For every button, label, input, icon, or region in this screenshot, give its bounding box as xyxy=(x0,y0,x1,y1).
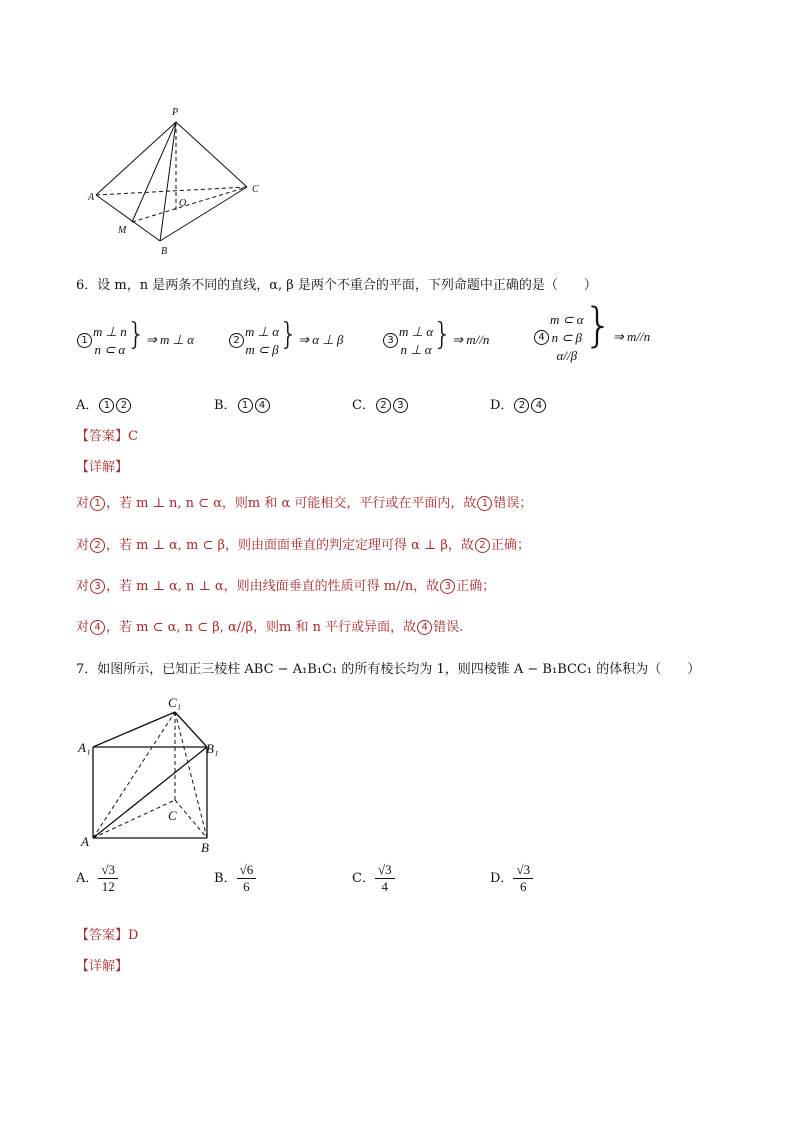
prop-conclusion: ⇒ α ⊥ β xyxy=(298,332,344,347)
fraction xyxy=(98,862,118,895)
prop-line: n ⊥ α xyxy=(400,341,432,357)
q7-stem: 7．如图所示，已知正三棱柱 ABC − A₁B₁C₁ 的所有棱长均为 1，则四棱锥 A − B₁BCC₁ 的体积为（ ） xyxy=(76,662,701,677)
answer-value: C xyxy=(128,429,138,444)
q6-option-b[interactable] xyxy=(214,394,271,413)
circled-number: 4 xyxy=(90,620,105,635)
prop-line: α//β xyxy=(556,347,578,363)
q6-answer xyxy=(76,425,138,444)
label-A1: A₁ xyxy=(78,740,91,755)
explanation-pre: 对 xyxy=(76,620,90,635)
label-A: A xyxy=(88,192,95,203)
circled-number: 2 xyxy=(475,538,490,553)
fraction xyxy=(237,862,257,895)
explanation-post: 错误. xyxy=(433,620,464,635)
prop-line: n ⊂ α xyxy=(94,341,126,357)
circled-number: 2 xyxy=(90,538,105,553)
explanation-pre: 对 xyxy=(76,538,90,553)
option-letter: C． xyxy=(352,398,375,413)
prism-figure xyxy=(75,690,225,860)
proposition-1 xyxy=(76,317,194,359)
right-brace: } xyxy=(126,317,146,352)
q6-detail-label: 【详解】 xyxy=(76,460,129,475)
q7-answer xyxy=(76,924,138,943)
explanation-post: 正确； xyxy=(456,579,496,594)
label-B1: B₁ xyxy=(206,741,219,756)
option-letter: B． xyxy=(214,398,237,413)
answer-label: 【答案】 xyxy=(76,928,129,943)
q6-option-a[interactable] xyxy=(76,394,132,413)
circled-number: 3 xyxy=(383,333,398,348)
option-letter: C． xyxy=(352,871,375,886)
explanation-text: ，若 m ⊥ n, n ⊂ α，则m 和 α 可能相交，平行或在平面内，故 xyxy=(106,496,477,511)
circled-number: 2 xyxy=(514,398,529,413)
circled-number: 1 xyxy=(238,398,253,413)
option-letter: B． xyxy=(214,871,237,886)
option-letter: A． xyxy=(76,398,99,413)
circled-number: 4 xyxy=(534,330,549,345)
explanation-line xyxy=(76,534,530,553)
prop-conclusion: ⇒ m//n xyxy=(612,329,651,344)
proposition-4 xyxy=(533,298,651,365)
fraction-numerator: √3 xyxy=(513,862,533,879)
label-M: M xyxy=(118,225,127,236)
circled-number: 1 xyxy=(90,496,105,511)
prop-line: m ⊥ n xyxy=(93,323,127,339)
label-B: B xyxy=(161,246,168,257)
circled-number: 4 xyxy=(417,620,432,635)
label-A: A xyxy=(81,834,89,849)
circled-number: 4 xyxy=(531,398,546,413)
explanation-text: ，若 m ⊥ α, m ⊂ β，则由面面垂直的判定定理可得 α ⊥ β，故 xyxy=(106,538,474,553)
circled-number: 4 xyxy=(255,398,270,413)
fraction-numerator: √6 xyxy=(237,862,257,879)
circled-number: 2 xyxy=(376,398,391,413)
fraction-denominator: 12 xyxy=(101,879,115,894)
prop-conclusion: ⇒ m ⊥ α xyxy=(145,332,194,347)
prop-conclusion: ⇒ m//n xyxy=(452,332,490,347)
circled-number: 2 xyxy=(229,333,244,348)
right-brace: } xyxy=(583,298,613,352)
label-B: B xyxy=(201,840,209,855)
prop-line: m ⊂ α xyxy=(550,311,584,327)
pyramid-figure xyxy=(85,100,275,260)
q6-option-d[interactable] xyxy=(490,394,547,413)
proposition-2 xyxy=(228,317,344,359)
explanation-text: ，若 m ⊂ α, n ⊂ β, α//β，则m 和 n 平行或异面，故 xyxy=(106,620,417,635)
explanation-text: ，若 m ⊥ α, n ⊥ α，则由线面垂直的性质可得 m//n，故 xyxy=(106,579,440,594)
fraction-numerator: √3 xyxy=(98,862,118,879)
fraction-denominator: 4 xyxy=(381,879,389,894)
explanation-line xyxy=(76,492,532,511)
explanation-pre: 对 xyxy=(76,496,90,511)
right-brace: } xyxy=(433,317,453,352)
right-brace: } xyxy=(279,317,299,352)
answer-value: D xyxy=(128,928,139,943)
circled-number: 1 xyxy=(77,333,92,348)
option-letter: A． xyxy=(76,871,99,886)
q7-option-a[interactable] xyxy=(76,862,118,895)
q6-option-c[interactable] xyxy=(352,394,409,413)
fraction-denominator: 6 xyxy=(243,879,250,894)
circled-number: 2 xyxy=(116,398,131,413)
prop-line: m ⊥ α xyxy=(245,323,280,339)
explanation-line xyxy=(76,616,463,635)
circled-number: 1 xyxy=(477,496,492,511)
q7-option-b[interactable] xyxy=(214,862,256,895)
q6-stem: 6．设 m，n 是两条不同的直线，α, β 是两个不重合的平面，下列命题中正确的是（ ） xyxy=(76,278,597,293)
circled-number: 3 xyxy=(393,398,408,413)
circled-number: 1 xyxy=(99,398,114,413)
label-O: O xyxy=(179,198,187,209)
explanation-post: 错误； xyxy=(493,496,533,511)
prop-line: m ⊂ β xyxy=(245,341,279,357)
fraction xyxy=(513,862,533,895)
explanation-pre: 对 xyxy=(76,579,90,594)
circled-number: 3 xyxy=(440,579,455,594)
label-P: P xyxy=(172,107,179,118)
prop-line: m ⊥ α xyxy=(399,323,434,339)
explanation-line xyxy=(76,575,495,594)
fraction-numerator: √3 xyxy=(375,862,395,879)
proposition-3 xyxy=(382,317,490,359)
label-C1: C₁ xyxy=(168,695,182,710)
label-C: C xyxy=(252,184,259,195)
answer-label: 【答案】 xyxy=(76,429,129,444)
q7-detail-label: 【详解】 xyxy=(76,959,129,974)
circled-number: 3 xyxy=(90,579,105,594)
explanation-post: 正确； xyxy=(490,538,530,553)
option-letter: D． xyxy=(490,871,514,886)
q7-option-c[interactable] xyxy=(352,862,395,895)
fraction-denominator: 6 xyxy=(520,879,527,894)
q7-option-d[interactable] xyxy=(490,862,533,895)
label-C: C xyxy=(168,808,177,823)
prop-line: n ⊂ β xyxy=(551,329,582,345)
fraction xyxy=(375,862,395,895)
option-letter: D． xyxy=(490,398,514,413)
